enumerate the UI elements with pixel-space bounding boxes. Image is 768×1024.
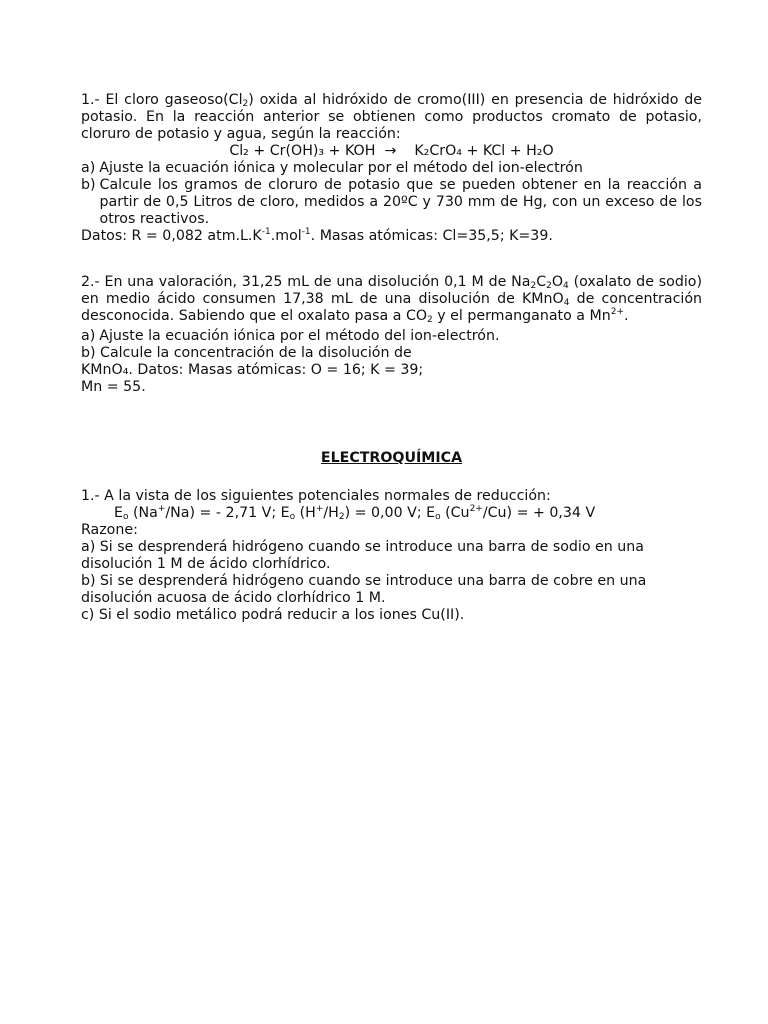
text-run: . Masas atómicas: Cl=35,5; K=39. xyxy=(310,228,553,244)
subscript: 4 xyxy=(563,298,570,308)
item-text: Ajuste la ecuación iónica por el método del ion-electrón. xyxy=(99,328,500,344)
problem-1-part-b xyxy=(81,177,702,228)
subscript: 2 xyxy=(242,99,249,109)
text-run: (Cu xyxy=(440,505,470,521)
subscript: 2 xyxy=(338,512,345,522)
text-run: y el permanganato a Mn xyxy=(432,308,611,324)
text-run: (Na xyxy=(128,505,158,521)
text-run: .mol xyxy=(270,228,302,244)
superscript: 2+ xyxy=(469,504,483,514)
problem-2-part-a xyxy=(81,328,702,345)
text-run: /H xyxy=(323,505,339,521)
text-run: /Cu) = + 0,34 V xyxy=(482,505,596,521)
text-run: /Na) = - 2,71 V; E xyxy=(165,505,290,521)
text-run: . xyxy=(624,308,629,324)
problem-1-part-a xyxy=(81,160,702,177)
equation-products: K₂CrO₄ + KCl + H₂O xyxy=(414,143,554,159)
text-run: ) = 0,00 V; E xyxy=(344,505,436,521)
problem-2-statement xyxy=(81,274,702,325)
item-label: a) xyxy=(81,328,96,344)
text-run: 1.- El cloro gaseoso(Cl xyxy=(81,92,243,108)
superscript: + xyxy=(315,504,324,514)
electrochem-part-c: c) Si el sodio metálico podrá reducir a los iones Cu(II). xyxy=(81,607,465,623)
subscript: o xyxy=(289,512,296,522)
equation-reactants: Cl₂ + Cr(OH)₃ + KOH xyxy=(229,143,376,159)
superscript: + xyxy=(157,504,166,514)
electrochem-part-b: b) Si se desprenderá hidrógeno cuando se introduce una barra de cobre en una disolución acuosa de ácido clorhídrico 1 M. xyxy=(81,573,647,606)
problem-2-part-b-line: Mn = 55. xyxy=(81,379,146,395)
text-run: 2.- En una valoración, 31,25 mL de una disolución 0,1 M de Na xyxy=(81,274,531,290)
superscript: -1 xyxy=(261,227,271,237)
electrochem-problem-1 xyxy=(81,488,702,624)
reduction-potentials xyxy=(81,505,702,522)
item-label: b) xyxy=(81,177,96,193)
item-label: a) xyxy=(81,160,96,176)
item-text: Ajuste la ecuación iónica y molecular por el método del ion-electrón xyxy=(99,160,583,176)
text-run: Datos: R = 0,082 atm.L.K xyxy=(81,228,262,244)
subscript: o xyxy=(435,512,441,522)
problem-1 xyxy=(81,92,702,245)
subscript: 2 xyxy=(546,281,552,291)
problem-1-statement xyxy=(81,92,702,143)
reaction-equation xyxy=(81,143,702,160)
problem-2-part-b-line: b) Calcule la concentración de la disolución de xyxy=(81,345,412,361)
superscript: 2+ xyxy=(610,307,625,317)
text-run: O xyxy=(551,274,564,290)
problem-2-part-b-line: KMnO₄. Datos: Masas atómicas: O = 16; K = 39; xyxy=(81,362,424,378)
reaction-arrow: → xyxy=(384,143,397,159)
subscript: 2 xyxy=(530,281,537,291)
problem-1-data xyxy=(81,228,702,245)
razone-label: Razone: xyxy=(81,522,138,538)
item-text: Calcule los gramos de cloruro de potasio que se pueden obtener en la reacción a partir de 0,5 Litros de cloro, medidos a 20ºC y 730 mm de Hg, con un exceso de los otros reactivos. xyxy=(99,177,702,227)
text-run: ) oxida al hidróxido de cromo(III) en presencia de hidróxido de potasio. En la reacción anterior se obtienen como productos cromato de potasio, cloruro de potasio y agua, según la reacción: xyxy=(81,92,702,142)
problem-statement: 1.- A la vista de los siguientes potenciales normales de reducción: xyxy=(81,488,551,504)
subscript: 2 xyxy=(427,315,433,325)
section-heading: ELECTROQUÍMICA xyxy=(320,450,463,466)
text-run: (oxalato de sodio) en medio ácido consumen 17,38 mL de una disolución de KMnO xyxy=(81,274,702,307)
text-run: (H xyxy=(295,505,316,521)
text-run: C xyxy=(536,274,547,290)
section-heading-block xyxy=(81,450,702,467)
subscript: 4 xyxy=(563,281,569,291)
electrochem-part-a: a) Si se desprenderá hidrógeno cuando se introduce una barra de sodio en una disolución 1 M de ácido clorhídrico. xyxy=(81,539,644,572)
text-run: de concentración desconocida. Sabiendo que el oxalato pasa a CO xyxy=(81,291,702,324)
superscript: -1 xyxy=(301,227,311,237)
problem-2 xyxy=(81,274,702,396)
text-run: E xyxy=(114,505,123,521)
subscript: o xyxy=(122,512,129,522)
